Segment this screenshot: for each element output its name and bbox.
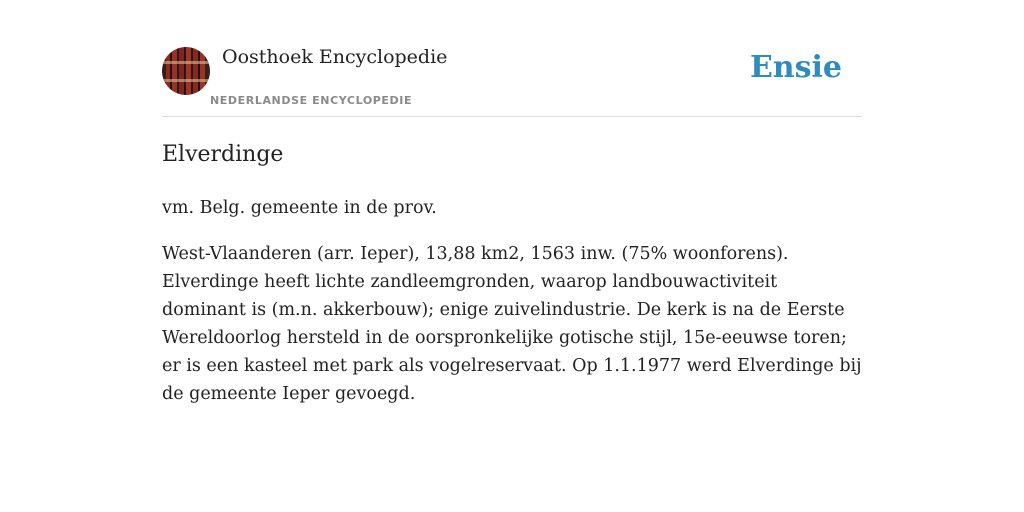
- article-lead: vm. Belg. gemeente in de prov.: [162, 198, 437, 218]
- book-spine-band: [162, 79, 210, 82]
- site-header: [162, 40, 862, 117]
- source-title[interactable]: Oosthoek Encyclopedie: [222, 46, 448, 68]
- book-spine-band: [162, 61, 210, 64]
- article: [162, 140, 862, 408]
- article-body: West-Vlaanderen (arr. Ieper), 13,88 km2, 1563 inw. (75% woonforens). Elverdinge heeft lichte zandleemgronden, waarop landbouwactiviteit dominant is (m.n. akkerbouw); enige zuivelindustrie. De kerk is na de Eerste Wereldoorlog hersteld in de oorspronkelijke gotische stijl, 15e-eeuwse toren; er is een kasteel met park als vogelreservaat. Op 1.1.1977 werd Elverdinge bij de gemeente Ieper gevoegd.: [162, 244, 862, 404]
- article-title: Elverdinge: [162, 142, 284, 167]
- encyclopedia-books-icon[interactable]: [162, 47, 210, 95]
- ensie-logo-link[interactable]: Ensie: [749, 50, 842, 85]
- source-subtitle: NEDERLANDSE ENCYCLOPEDIE: [210, 94, 413, 107]
